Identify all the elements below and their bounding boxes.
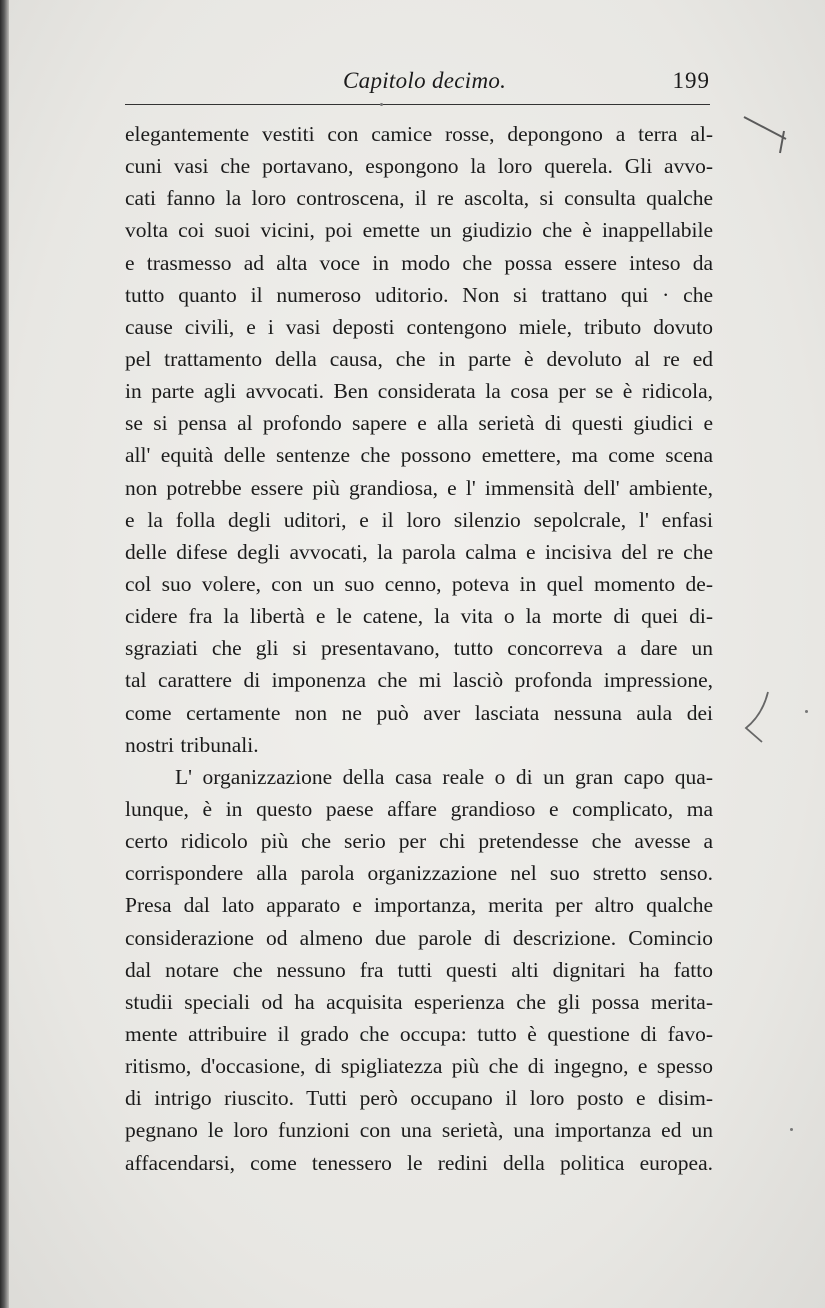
paragraph-start-line: L' organizzazione della casa reale o di un gran capo qua-	[175, 764, 713, 789]
text-line: non potrebbe essere più grandiosa, e l' immensità dell' ambiente,	[125, 475, 713, 500]
text-line: all' equità delle sentenze che possono emettere, ma come scena	[125, 443, 713, 468]
paper-speck	[805, 710, 808, 713]
text-line: mente attribuire il grado che occupa: tutto è questione di favo-	[125, 1021, 713, 1046]
paper-speck	[380, 103, 383, 106]
text-line: cidere fra la libertà e le catene, la vita o la morte di quei di-	[125, 604, 713, 629]
text-line: Presa dal lato apparato e importanza, merita per altro qualche	[125, 893, 713, 918]
text-line: corrispondere alla parola organizzazione nel suo stretto senso.	[125, 861, 713, 886]
text-line: affacendarsi, come tenessero le redini della politica europea.	[125, 1150, 713, 1175]
pencil-mark-icon	[740, 113, 790, 157]
text-line: cause civili, e i vasi deposti contengono miele, tributo dovuto	[125, 314, 713, 339]
text-line: certo ridicolo più che serio per chi pretendesse che avesse a	[125, 829, 713, 854]
text-line: lunque, è in questo paese affare grandioso e complicato, ma	[125, 796, 713, 821]
running-head	[125, 68, 710, 102]
text-line: ritismo, d'occasione, di spigliatezza più che di ingegno, e spesso	[125, 1054, 713, 1079]
text-line: e la folla degli uditori, e il loro silenzio sepolcrale, l' enfasi	[125, 507, 713, 532]
text-line: tal carattere di imponenza che mi lasciò profonda impressione,	[125, 668, 713, 693]
page-binding-edge	[0, 0, 9, 1308]
text-line: tutto quanto il numeroso uditorio. Non si trattano qui · che	[125, 282, 713, 307]
text-line: pel trattamento della causa, che in parte è devoluto al re ed	[125, 346, 713, 371]
text-line: considerazione od almeno due parole di descrizione. Comincio	[125, 925, 713, 950]
text-line: dal notare che nessuno fra tutti questi alti dignitari ha fatto	[125, 957, 713, 982]
header-rule	[125, 104, 710, 105]
paper-speck	[790, 1128, 793, 1131]
text-line: come certamente non ne può aver lasciata nessuna aula dei	[125, 700, 713, 725]
text-line: elegantemente vestiti con camice rosse, depongono a terra al-	[125, 122, 713, 146]
text-line: pegnano le loro funzioni con una serietà, una importanza ed un	[125, 1118, 713, 1143]
text-line: in parte agli avvocati. Ben considerata la cosa per se è ridicola,	[125, 379, 713, 404]
text-line: studii speciali od ha acquisita esperienza che gli possa merita-	[125, 989, 713, 1014]
paragraph-end-line: nostri tribunali.	[125, 732, 259, 757]
text-line: e trasmesso ad alta voce in modo che possa essere inteso da	[125, 250, 713, 275]
page-number: 199	[672, 68, 710, 93]
text-line: cati fanno la loro controscena, il re ascolta, si consulta qualche	[125, 186, 713, 211]
text-line: delle difese degli avvocati, la parola calma e incisiva del re che	[125, 539, 713, 564]
text-line: se si pensa al profondo sapere e alla serietà di questi giudici e	[125, 411, 713, 436]
text-line: sgraziati che gli si presentavano, tutto concorreva a dare un	[125, 636, 713, 661]
text-line: volta coi suoi vicini, poi emette un giudizio che è inappellabile	[125, 218, 713, 243]
text-line: di intrigo riuscito. Tutti però occupano il loro posto e disim-	[125, 1086, 713, 1111]
body-text	[125, 118, 713, 1179]
text-line: col suo volere, con un suo cenno, poteva in quel momento de-	[125, 571, 713, 596]
text-line: cuni vasi che portavano, espongono la loro querela. Gli avvo-	[125, 154, 713, 179]
chapter-title: Capitolo decimo.	[343, 68, 507, 93]
pencil-mark-icon	[738, 690, 778, 746]
